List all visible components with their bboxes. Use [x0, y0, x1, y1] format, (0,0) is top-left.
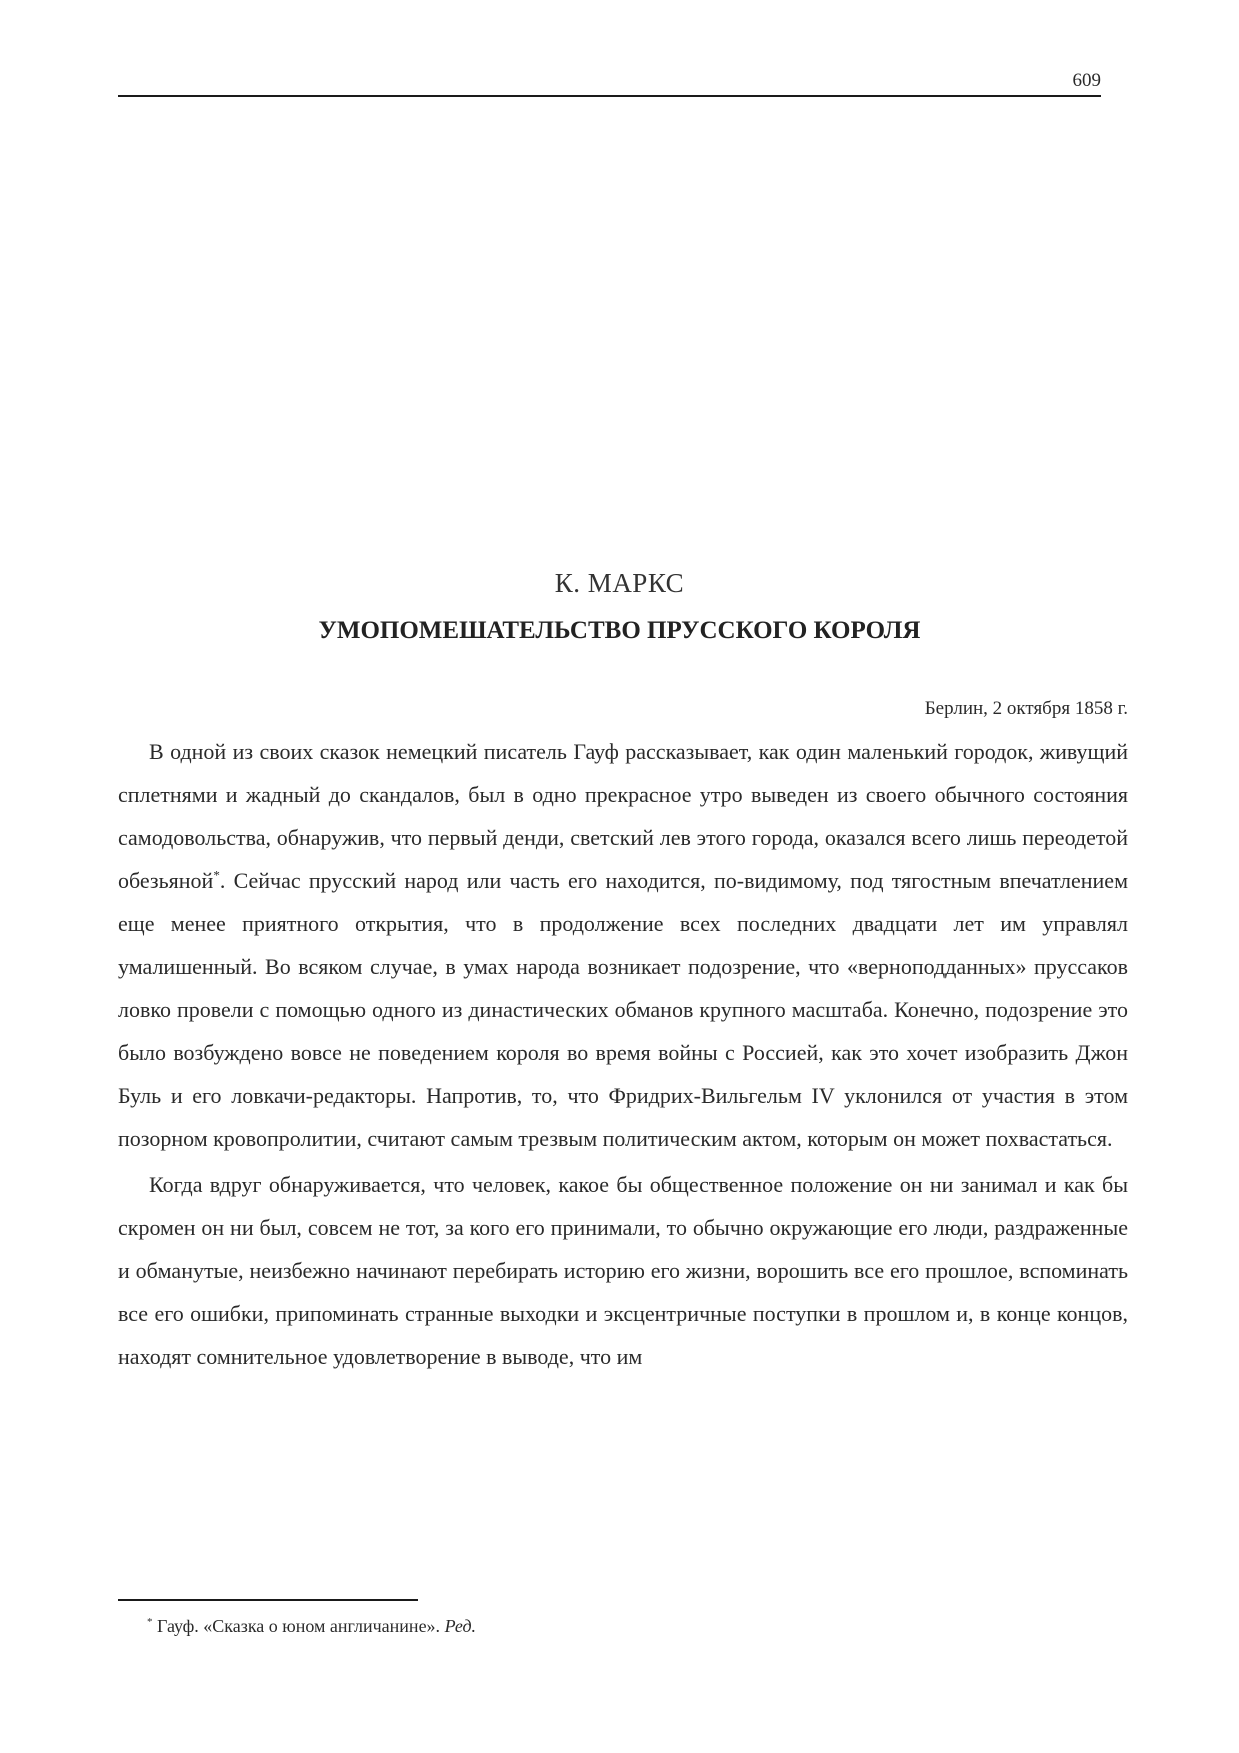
- footnote-text: Гауф. «Сказка о юном англичанине».: [152, 1616, 445, 1636]
- footnote-reference: *: [213, 867, 220, 883]
- author-name: К. МАРКС: [554, 568, 685, 598]
- paragraph: [118, 730, 1128, 1160]
- paragraph-text: В одной из своих сказок немецкий писатель Гауф рассказывает, как один маленький городок, живущий сплетнями и жадный до скандалов, был в одно прекрасное утро выведен из своего обычного состояния самодовольства, обнаружив, что первый денди, светский лев этого города, оказался всего лишь переодетой обезьяной: [118, 739, 1128, 893]
- footnote-editor-note: Ред.: [444, 1616, 477, 1636]
- article-body: [118, 730, 1128, 1381]
- paragraph-text: . Сейчас прусский народ или часть его находится, по-видимому, под тягостным впечатлением еще менее приятного открытия, что в продолжение всех последних двадцати лет им управлял умалишенный. Во всяком случае, в умах народа возникает подозрение, что «верноподданных» пруссаков ловко провели с помощью одного из династических обманов крупного масштаба. Конечно, подозрение это было возбуждено вовсе не поведением короля во время войны с Россией, как это хочет изобразить Джон Буль и его ловкачи-редакторы. Напротив, то, что Фридрих-Вильгельм IV уклонился от участия в этом позорном кровопролитии, считают самым трезвым политическим актом, которым он может похвастаться.: [118, 868, 1128, 1151]
- dateline: Берлин, 2 октября 1858 г.: [924, 698, 1128, 719]
- paragraph: Когда вдруг обнаруживается, что человек, какое бы общественное положение он ни занимал и как бы скромен он ни был, совсем не тот, за кого его принимали, то обычно окружающие его люди, раздраженные и обманутые, неизбежно начинают перебирать историю его жизни, ворошить все его прошлое, вспоминать все его ошибки, припоминать странные выходки и эксцентричные поступки в прошлом и, в конце концов, находят сомнительное удовлетворение в выводе, что им: [118, 1172, 1128, 1369]
- header-rule: [118, 95, 1101, 97]
- article-title: УМОПОМЕШАТЕЛЬСТВО ПРУССКОГО КОРОЛЯ: [318, 617, 921, 644]
- page-number: 609: [1072, 70, 1101, 91]
- footnote: [147, 1614, 476, 1638]
- footnote-rule: [118, 1599, 418, 1601]
- footnote-mark: *: [147, 1616, 153, 1628]
